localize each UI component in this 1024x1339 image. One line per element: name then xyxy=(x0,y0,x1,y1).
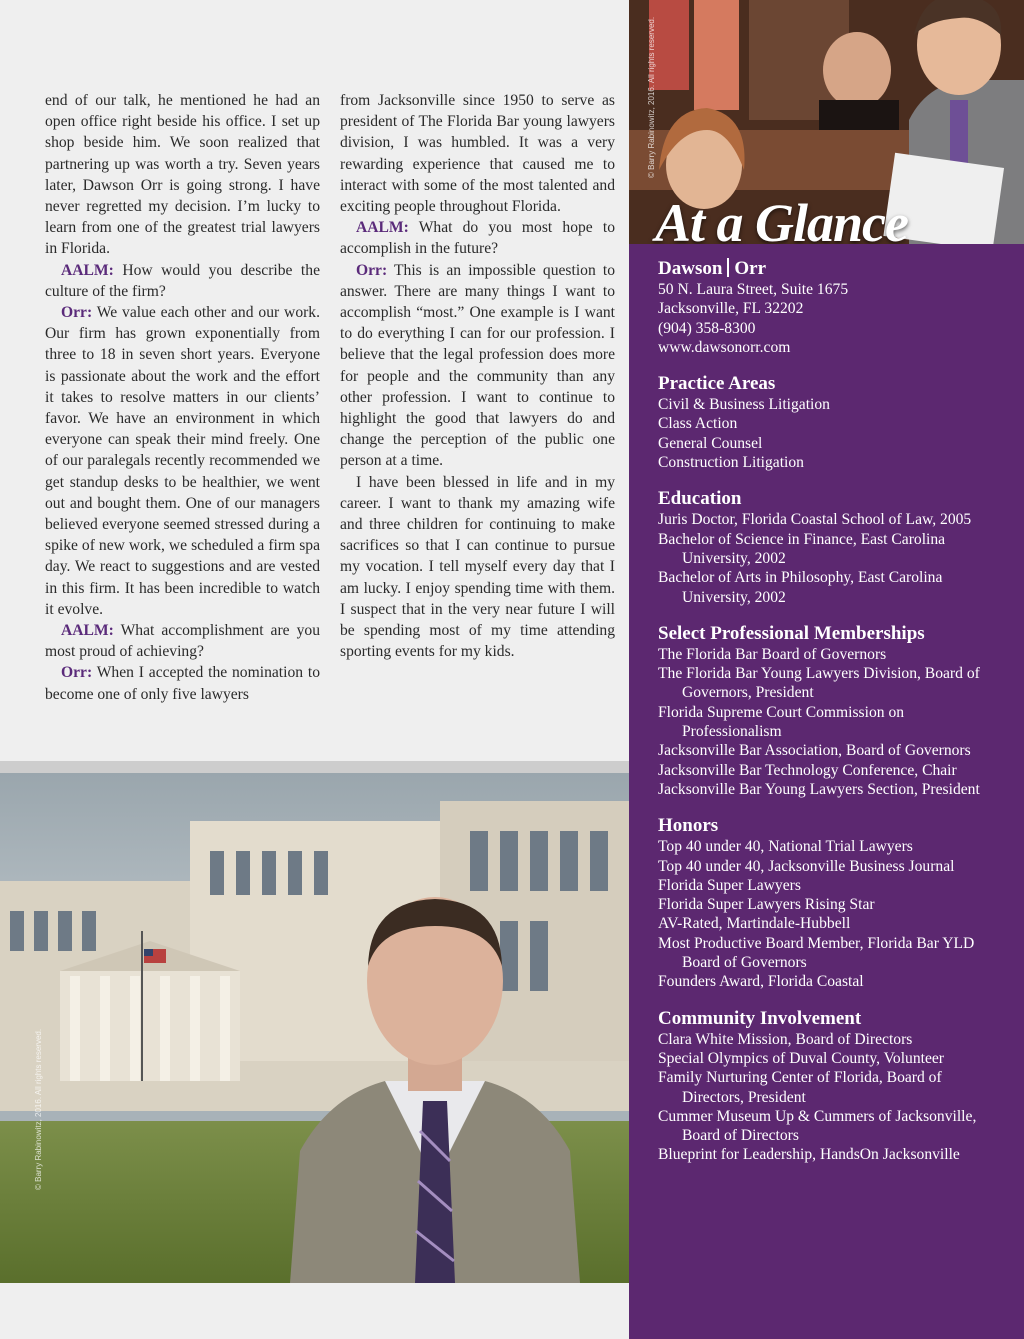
firm-info xyxy=(658,258,1003,1165)
section-item: Founders Award, Florida Coastal xyxy=(658,973,864,991)
article-paragraph xyxy=(340,217,615,259)
section-heading: Education xyxy=(658,488,742,510)
section-item: Juris Doctor, Florida Coastal School of Law, 2005 xyxy=(658,511,972,529)
section-item: Top 40 under 40, National Trial Lawyers xyxy=(658,838,913,856)
firm-address: 50 N. Laura Street, Suite 1675 xyxy=(658,281,849,298)
speaker-label: AALM: xyxy=(61,261,114,279)
section-item: Jacksonville Bar Technology Conference, Chair xyxy=(658,761,957,779)
article-paragraph xyxy=(45,620,320,662)
section-heading: Practice Areas xyxy=(658,373,776,395)
section-item: Clara White Mission, Board of Directors xyxy=(658,1030,913,1048)
section-item: Bachelor of Arts in Philosophy, East Carolina University, 2002 xyxy=(658,569,943,606)
sidebar-title: At a Glance xyxy=(655,193,908,244)
section-item: Class Action xyxy=(658,415,738,433)
firm-name-right: Orr xyxy=(734,258,767,279)
paragraph-text: How would you describe the culture of the firm? xyxy=(45,261,320,300)
sidebar-sections xyxy=(658,373,1003,1165)
section-item: Cummer Museum Up & Cummers of Jacksonville, Board of Directors xyxy=(658,1107,977,1145)
paragraph-text: from Jacksonville since 1950 to serve as president of The Florida Bar young lawyers division, I was humbled. It was a very rewarding experience that caused me to interact with some of the most talented and exciting people throughout Florida. xyxy=(340,92,615,216)
article-paragraph xyxy=(45,662,320,704)
photo-credit: © Barry Rabinowitz, 2016. All rights reserved. xyxy=(34,1028,43,1190)
section-item: General Counsel xyxy=(658,434,763,452)
section-item: The Florida Bar Young Lawyers Division, Board of Governors, President xyxy=(658,665,980,702)
section-item: Family Nurturing Center of Florida, Board of Directors, President xyxy=(658,1069,942,1106)
section-item: Special Olympics of Duval County, Volunteer xyxy=(658,1049,944,1067)
article-paragraph xyxy=(340,472,615,663)
paragraph-text: end of our talk, he mentioned he had an open office right beside his office. I set up shop beside him. We soon realized that partnering up was worth a try. Seven years later, Dawson Orr is going strong. I have never regretted my decision. I’m lucky to learn from one of the greatest trial lawyers in Florida. xyxy=(45,92,320,258)
speaker-label: Orr: xyxy=(61,304,93,322)
section-item: Civil & Business Litigation xyxy=(658,396,830,414)
section-item: Most Productive Board Member, Florida Bar YLD Board of Governors xyxy=(658,934,975,972)
speaker-label: Orr: xyxy=(356,261,388,279)
speaker-label: AALM: xyxy=(356,219,409,237)
at-a-glance-sidebar xyxy=(629,0,1024,1339)
article-paragraph xyxy=(340,90,615,217)
speaker-label: AALM: xyxy=(61,622,114,640)
firm-phone: (904) 358-8300 xyxy=(658,319,756,337)
section-item: Jacksonville Bar Young Lawyers Section, President xyxy=(658,780,980,798)
section-item: Florida Supreme Court Commission on Professionalism xyxy=(658,703,905,741)
section-item: AV-Rated, Martindale-Hubbell xyxy=(658,915,851,933)
speaker-label: Orr: xyxy=(61,664,93,682)
section-item: Florida Super Lawyers xyxy=(658,876,801,894)
section-heading: Community Involvement xyxy=(658,1007,862,1029)
firm-name-left: Dawson xyxy=(658,258,723,279)
article-paragraph xyxy=(340,260,615,472)
section-item: Bachelor of Science in Finance, East Carolina University, 2002 xyxy=(658,530,946,567)
courthouse-portrait-photo xyxy=(0,761,629,1283)
firm-name xyxy=(658,258,1003,280)
article-paragraph xyxy=(45,260,320,302)
firm-city: Jacksonville, FL 32202 xyxy=(658,300,804,318)
paragraph-text: What do you most hope to accomplish in the future? xyxy=(340,219,615,258)
paragraph-text: I have been blessed in life and in my career. I want to thank my amazing wife and three children for continuing to make sacrifices so that I can continue to pursue my vocation. I tell myself every day that I am lucky. I enjoy spending time with them. I suspect that in the very near future I will be spending most of my time attending sporting events for my kids. xyxy=(340,473,615,661)
paragraph-text: This is an impossible question to answer. There are many things I want to accomplish “most.” One example is I want to do everything I can for our profession. I believe that the legal profession does more for people and the community than any other profession. I want to continue to highlight the good that lawyers do and change the perception of the public one person at a time. xyxy=(340,261,615,470)
paragraph-text: What accomplishment are you most proud of achieving? xyxy=(45,622,320,661)
courtroom-photo xyxy=(629,0,1024,244)
article-paragraph xyxy=(45,302,320,620)
hero-photo-credit: © Barry Rabinowitz, 2016. All rights reserved. xyxy=(647,16,656,178)
portrait-subject xyxy=(290,881,580,1283)
photo-top-band xyxy=(0,761,629,773)
section-item: Construction Litigation xyxy=(658,454,804,472)
article-column-1 xyxy=(45,90,320,705)
section-heading: Honors xyxy=(658,815,719,837)
paragraph-text: When I accepted the nomination to become one of only five lawyers xyxy=(45,664,320,703)
section-heading: Select Professional Memberships xyxy=(658,622,925,644)
section-item: Florida Super Lawyers Rising Star xyxy=(658,896,875,914)
section-item: Blueprint for Leadership, HandsOn Jacksonville xyxy=(658,1146,960,1164)
section-item: Top 40 under 40, Jacksonville Business Journal xyxy=(658,857,955,875)
article-paragraph xyxy=(45,90,320,260)
paragraph-text: We value each other and our work. Our firm has grown exponentially from three to 18 in seven short years. Everyone is passionate about the work and the effort it takes to resolve matters in our clients’ favor. We have an environment in which everyone can speak their mind freely. One of our paralegals recently recommended we get standup desks to be healthier, we went out and bought them. One of our managers believed everyone seemed stressed during a spike of new work, we scheduled a firm spa day. We react to suggestions and are vested in this firm. It has been incredible to watch it evolve. xyxy=(45,304,320,618)
section-item: The Florida Bar Board of Governors xyxy=(658,645,887,663)
firm-name-divider xyxy=(727,258,729,277)
section-item: Jacksonville Bar Association, Board of Governors xyxy=(658,742,971,760)
firm-website[interactable]: www.dawsonorr.com xyxy=(658,338,791,356)
article-column-2 xyxy=(340,90,615,662)
